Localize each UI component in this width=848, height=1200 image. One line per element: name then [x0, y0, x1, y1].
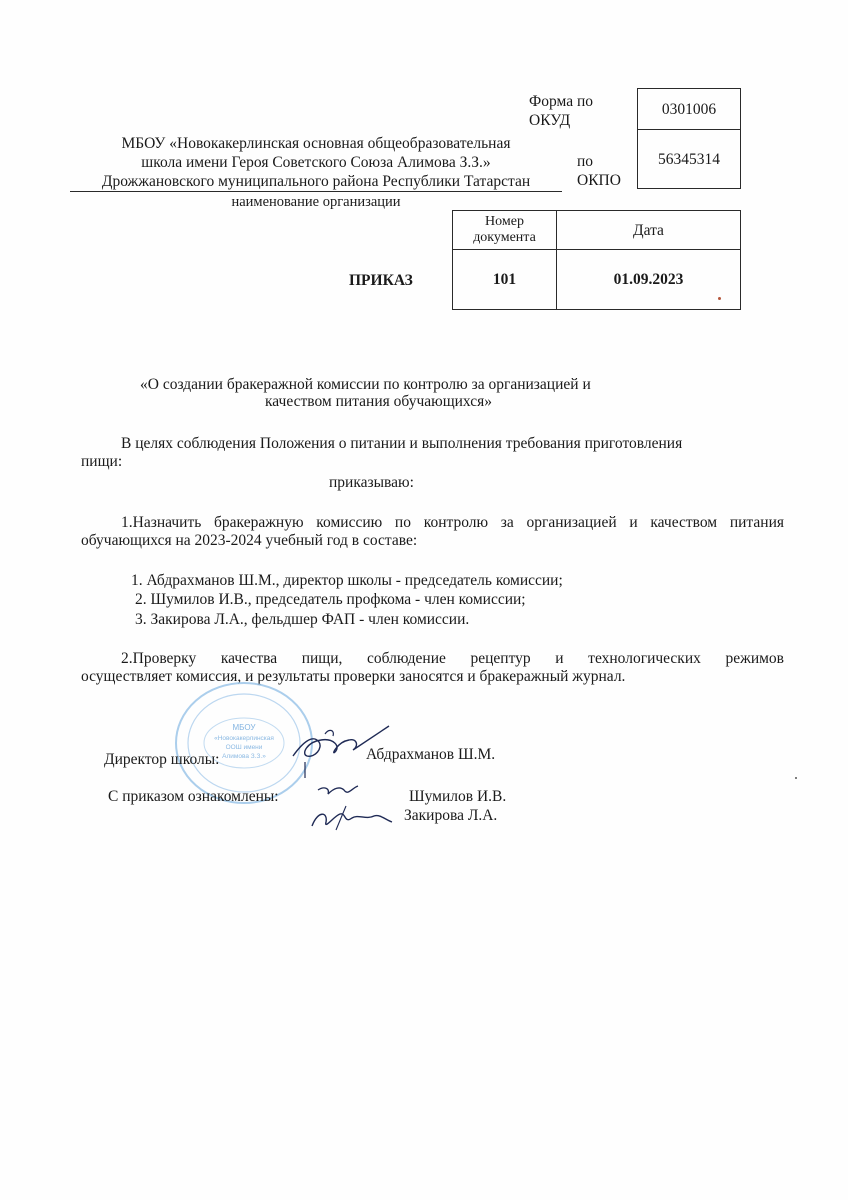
item1-line2: обучающихся на 2023-2024 учебный год в составе:: [81, 532, 418, 549]
okud-form-label: Форма по ОКУД: [529, 93, 594, 129]
stray-mark: [718, 297, 721, 300]
doc-number-header: Номер документа: [473, 214, 536, 245]
member-1: 1. Абдрахманов Ш.М., директор школы - председатель комиссии;: [131, 572, 563, 589]
director-label: Директор школы:: [104, 751, 220, 768]
org-caption: наименование организации: [231, 194, 401, 210]
org-name: [70, 134, 562, 192]
order-word: приказываю:: [329, 474, 414, 491]
item2-line1: 2.Проверку качества пищи, соблюдение рецептур и технологических режимов: [121, 650, 784, 667]
doc-number: 101: [492, 271, 517, 288]
doc-date-cell: [556, 249, 741, 310]
okpo-label-bottom: ОКПО: [577, 172, 621, 189]
item2-line2: осуществляет комиссия, и результаты проверки заносятся и бракеражный журнал.: [81, 668, 626, 685]
org-name-line2: школа имени Героя Советского Союза Алимова З.З.»: [141, 154, 491, 171]
item1-line1: 1.Назначить бракеражную комиссию по контролю за организацией и качеством питания: [121, 514, 784, 531]
doc-date-header: Дата: [633, 222, 664, 239]
doc-number-header-cell: [452, 210, 557, 250]
director-signature: [285, 712, 395, 782]
director-name: Абдрахманов Ш.М.: [366, 746, 496, 763]
svg-text:«Новокакерлинская: «Новокакерлинская: [214, 735, 274, 742]
doc-date-header-cell: [556, 210, 741, 250]
okpo-label-top: по: [577, 153, 594, 170]
svg-text:Алимова З.З.»: Алимова З.З.»: [222, 753, 266, 760]
acquainted-signatures: [300, 780, 400, 840]
order-title-line1: «О создании бракеражной комиссии по контролю за организацией и: [140, 376, 591, 393]
acquainted-name-1: Шумилов И.В.: [409, 788, 507, 805]
doc-date: 01.09.2023: [613, 271, 684, 288]
doc-type: ПРИКАЗ: [349, 272, 413, 289]
okud-code: 0301006: [661, 101, 717, 118]
member-2: 2. Шумилов И.В., председатель профкома - член комиссии;: [135, 591, 526, 608]
intro-line2: пищи:: [81, 453, 123, 470]
svg-text:ООШ имени: ООШ имени: [225, 744, 263, 751]
order-title-line2: качеством питания обучающихся»: [265, 393, 492, 410]
member-3: 3. Закирова Л.А., фельдшер ФАП - член комиссии.: [135, 611, 470, 628]
okud-code-cell: [637, 88, 741, 130]
doc-number-cell: [452, 249, 557, 310]
org-name-line3: Дрожжановского муниципального района Республики Татарстан: [70, 172, 562, 192]
stray-dot: [795, 777, 797, 779]
acquainted-label: С приказом ознакомлены:: [108, 788, 279, 805]
okpo-code: 56345314: [658, 151, 720, 168]
intro-line1: В целях соблюдения Положения о питании и выполнения требования приготовления: [121, 435, 683, 452]
okpo-code-cell: [637, 129, 741, 189]
acquainted-name-2: Закирова Л.А.: [404, 807, 498, 824]
svg-text:МБОУ: МБОУ: [232, 723, 256, 732]
org-name-line1: МБОУ «Новокакерлинская основная общеобразовательная: [121, 135, 511, 152]
